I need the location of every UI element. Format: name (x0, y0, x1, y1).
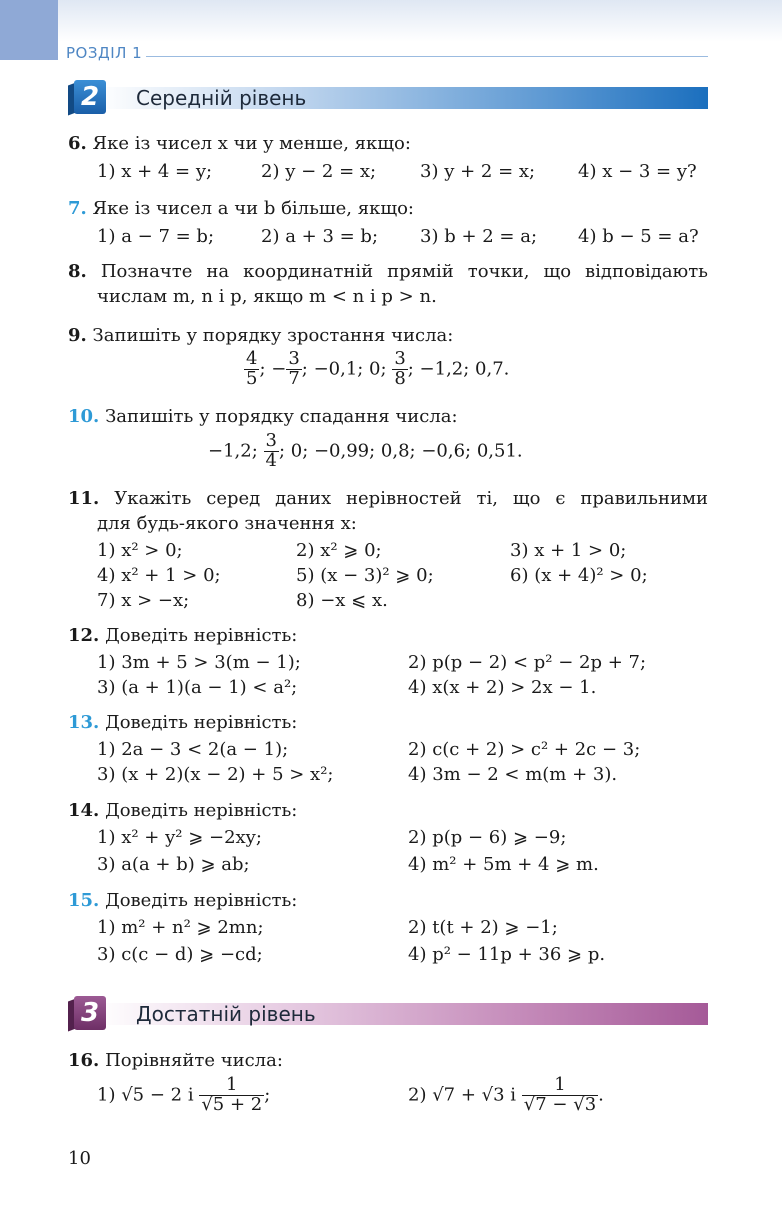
level3-badge (68, 996, 106, 1030)
problem-12: 12. Доведіть нерівність: (68, 625, 298, 646)
problem-12-item-2: 2) p(p − 2) < p² − 2p + 7; (408, 652, 647, 673)
problem-14-item-2: 2) p(p − 6) ⩾ −9; (408, 827, 567, 848)
problem-12-item-3: 3) (a + 1)(a − 1) < a²; (97, 677, 298, 698)
problem-6-item-3: 3) y + 2 = x; (420, 161, 536, 182)
problem-12-item-1: 1) 3m + 5 > 3(m − 1); (97, 652, 301, 673)
problem-10: 10. Запишіть у порядку спадання числа: (68, 406, 458, 427)
problem-14-item-1: 1) x² + y² ⩾ −2xy; (97, 827, 262, 848)
problem-16-item-2: 2) √7 + √3 і $\frac{1}{√7 - √3}$ . (408, 1074, 604, 1115)
problem-15-item-4: 4) p² − 11p + 36 ⩾ p. (408, 944, 606, 965)
problem-6-item-2: 2) y − 2 = x; (261, 161, 377, 182)
problem-10-text: Запишіть у порядку спадання числа: (105, 406, 458, 427)
problem-14-item-4: 4) m² + 5m + 4 ⩾ m. (408, 854, 599, 875)
problem-16-text: Порівняйте числа: (105, 1050, 283, 1071)
problem-14-text: Доведіть нерівність: (105, 800, 298, 821)
problem-13-text: Доведіть нерівність: (105, 712, 298, 733)
problem-16-item-1: 1) √5 − 2 і $\frac{1}{√5 + 2}$ ; (97, 1074, 271, 1115)
fraction-4-5: $\frac{4}{5}$ (246, 348, 258, 389)
top-header-band (58, 0, 782, 42)
problem-15-item-3: 3) c(c − d) ⩾ −cd; (97, 944, 263, 965)
problem-11-item-1: 1) x² > 0; (97, 540, 183, 561)
problem-7-text: Яке із чисел a чи b більше, якщо: (92, 198, 414, 219)
problem-11-item-6: 6) (x + 4)² > 0; (510, 565, 648, 586)
corner-tab (0, 0, 58, 60)
problem-7-item-3: 3) b + 2 = a; (420, 226, 538, 247)
problem-11-item-3: 3) x + 1 > 0; (510, 540, 627, 561)
problem-8: 8. Позначте на координатній прямій точки, що відповідають (68, 261, 708, 282)
problem-13-item-2: 2) c(c + 2) > c² + 2c − 3; (408, 739, 641, 760)
level2-title: Середній рівень (136, 86, 307, 110)
problem-6-text: Яке із чисел x чи y менше, якщо: (92, 133, 411, 154)
problem-7: 7. Яке із чисел a чи b більше, якщо: (68, 198, 414, 219)
problem-7-item-1: 1) a − 7 = b; (97, 226, 215, 247)
problem-13-item-3: 3) (x + 2)(x − 2) + 5 > x²; (97, 764, 334, 785)
problem-10-numbers: −1,2; $\frac{3}{4}$ ; 0; −0,99; 0,8; −0,6; 0,51. (208, 430, 523, 471)
problem-11-item-8: 8) −x ⩽ x. (296, 590, 388, 611)
problem-13-item-4: 4) 3m − 2 < m(m + 3). (408, 764, 618, 785)
problem-8-line-2: числам m, n і p, якщо m < n і p > n. (97, 286, 437, 307)
problem-11-line-2: для будь-якого значення x: (97, 513, 357, 534)
problem-11-item-2: 2) x² ⩾ 0; (296, 540, 382, 561)
problem-7-item-4: 4) b − 5 = a? (578, 226, 699, 247)
problem-9: 9. Запишіть у порядку зростання числа: (68, 325, 454, 346)
problem-11-item-5: 5) (x − 3)² ⩾ 0; (296, 565, 434, 586)
problem-14: 14. Доведіть нерівність: (68, 800, 298, 821)
fraction-1-over-sqrt7-minus-sqrt3: $\frac{1}{√7 - √3}$ (523, 1074, 597, 1115)
problem-15-item-2: 2) t(t + 2) ⩾ −1; (408, 917, 558, 938)
level3-badge-number: 3 (74, 996, 106, 1030)
fraction-1-over-sqrt5-plus-2: $\frac{1}{√5 + 2}$ (201, 1074, 263, 1115)
problem-13-item-1: 1) 2a − 3 < 2(a − 1); (97, 739, 289, 760)
fraction-3-8: $\frac{3}{8}$ (394, 348, 406, 389)
problem-11-line-1: Укажіть серед даних нерівностей ті, що є правильними (114, 488, 708, 509)
level2-badge-number: 2 (74, 80, 106, 114)
problem-13: 13. Доведіть нерівність: (68, 712, 298, 733)
problem-7-item-2: 2) a + 3 = b; (261, 226, 379, 247)
problem-12-item-4: 4) x(x + 2) > 2x − 1. (408, 677, 597, 698)
section-label: РОЗДІЛ 1 (66, 44, 143, 62)
fraction-3-7: $\frac{3}{7}$ (288, 348, 300, 389)
problem-8-line-1: Позначте на координатній прямій точки, що відповідають (100, 261, 708, 282)
problem-6-item-4: 4) x − 3 = y? (578, 161, 697, 182)
problem-15: 15. Доведіть нерівність: (68, 890, 298, 911)
problem-14-item-3: 3) a(a + b) ⩾ ab; (97, 854, 250, 875)
problem-9-text: Запишіть у порядку зростання числа: (92, 325, 454, 346)
page-number: 10 (68, 1148, 91, 1169)
problem-11: 11. Укажіть серед даних нерівностей ті, що є правильними (68, 488, 708, 509)
problem-12-text: Доведіть нерівність: (105, 625, 298, 646)
fraction-3-4: $\frac{3}{4}$ (265, 430, 277, 471)
problem-11-item-7: 7) x > −x; (97, 590, 190, 611)
problem-6-item-1: 1) x + 4 = y; (97, 161, 213, 182)
problem-11-item-4: 4) x² + 1 > 0; (97, 565, 221, 586)
problem-6: 6. Яке із чисел x чи y менше, якщо: (68, 133, 411, 154)
problem-9-numbers: $\frac{4}{5}$ ; − $\frac{3}{7}$ ; −0,1; 0; $\frac{3}{8}$ ; −1,2; 0,7. (246, 348, 510, 389)
level2-badge (68, 80, 106, 114)
problem-15-text: Доведіть нерівність: (105, 890, 298, 911)
section-rule (146, 56, 708, 57)
problem-16: 16. Порівняйте числа: (68, 1050, 283, 1071)
problem-15-item-1: 1) m² + n² ⩾ 2mn; (97, 917, 264, 938)
level3-title: Достатній рівень (136, 1002, 316, 1026)
